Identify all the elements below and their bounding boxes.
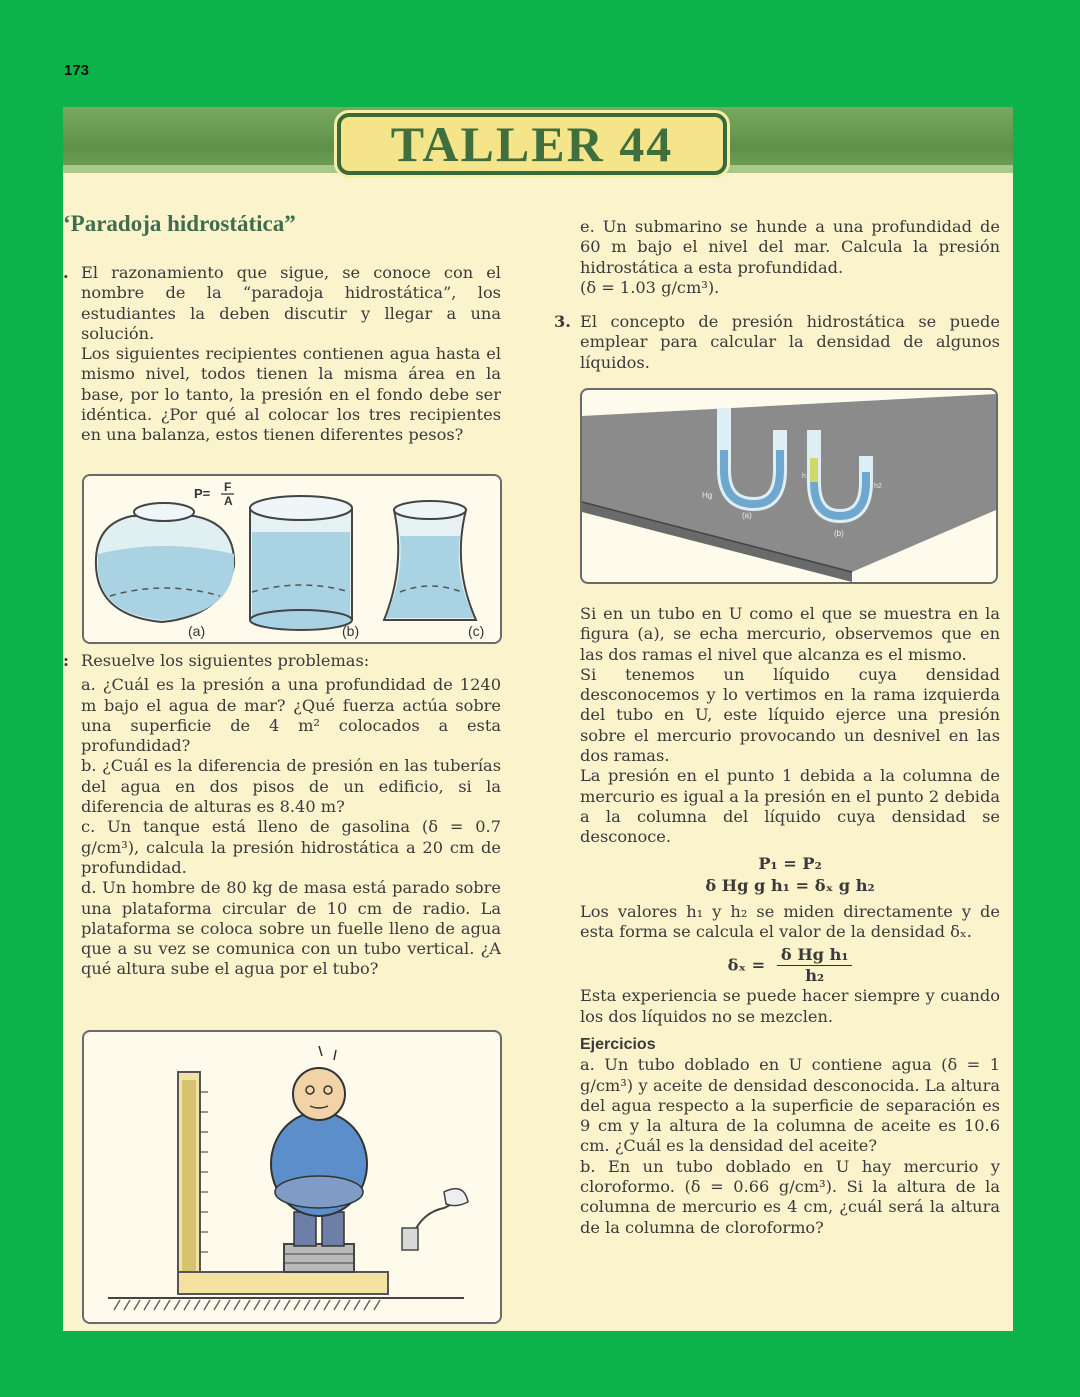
equation-3: [580, 945, 1000, 987]
item-1-marker: .: [63, 263, 69, 282]
problem-d: d. Un hombre de 80 kg de masa está parado sobre una plataforma circular de 10 cm de radio. La plataforma se coloca sobre un fuelle lleno de agua que a su vez se comunica con un tubo vertical. ¿A qué altura sube el agua por el tubo?: [81, 878, 501, 979]
item-2-intro: Resuelve los siguientes problemas:: [81, 651, 370, 670]
paragraph-2: Si tenemos un líquido cuya densidad desconocemos y lo vertimos en la rama izquierda del tubo en U, este líquido ejerce una presión sobre el mercurio provocando un desnivel en las dos ramas.: [580, 664, 1000, 766]
equation-3-denominator: h₂: [805, 966, 825, 986]
table-top: [582, 394, 996, 572]
label-b: (b): [834, 529, 844, 538]
label-hg: Hg: [702, 491, 713, 500]
base-tube: [178, 1272, 388, 1294]
explanation-block: [580, 604, 1000, 1238]
item-1: [63, 263, 501, 446]
label-c: (c): [468, 623, 485, 639]
exercises-title: Ejercicios: [580, 1035, 656, 1053]
label-b: (b): [342, 623, 360, 639]
problem-b: b. ¿Cuál es la diferencia de presión en las tuberías del agua en dos pisos de un edificio, si la diferencia de alturas es 8.40 m?: [81, 756, 501, 817]
paragraph-5: Esta experiencia se puede hacer siempre y cuando los dos líquidos no se mezclen.: [580, 986, 1000, 1026]
item-3: [554, 312, 1000, 373]
item-3-marker: 3.: [554, 312, 571, 331]
section-title: ‘Paradoja hidrostática”: [63, 211, 296, 236]
label-a: (a): [742, 511, 752, 520]
paragraph-3: La presión en el punto 1 debida a la columna de mercurio es igual a la presión en el punto 2 debida a la columna del líquido cuya densidad se desconoce.: [580, 766, 1000, 847]
item-1-text: El razonamiento que sigue, se conoce con el nombre de la “paradoja hidrostática”, los estudiantes la deben discutir y llegar a una solución.: [81, 263, 501, 343]
item-2: [63, 651, 501, 980]
page-number: 173: [64, 62, 90, 79]
man-figure: [271, 1046, 367, 1246]
hydraulic-man-figure: [82, 1030, 502, 1324]
problem-e-block: [580, 217, 1000, 298]
problem-e: e. Un submarino se hunde a una profundidad de 60 m bajo el nivel del mar. Calcula la presión hidrostática a esta profundidad.: [580, 217, 1000, 277]
item-2-marker: :: [63, 651, 69, 670]
containers-illustration: [84, 476, 500, 642]
vessel-a-mouth: [134, 503, 194, 521]
equation-2: δ Hg g h₁ = δₓ g h₂: [705, 875, 875, 895]
textbook-page: [63, 107, 1013, 1331]
problem-c: c. Un tanque está lleno de gasolina (δ = 0.7 g/cm³), calcula la presión hidrostática a 20 cm de profundidad.: [81, 817, 501, 877]
paragraph-4: Los valores h₁ y h₂ se miden directamente y de esta forma se calcula el valor de la densidad δₓ.: [580, 902, 1000, 942]
formula-denominator: A: [224, 494, 233, 508]
problem-a: a. ¿Cuál es la presión a una profundidad de 1240 m bajo el agua de mar? ¿Qué fuerza actúa sobre una superficie de 4 m² colocados a esta profundidad?: [81, 675, 501, 756]
containers-figure: [82, 474, 502, 644]
equation-3-fraction: [777, 945, 853, 987]
exercise-b: b. En un tubo doblado en U hay mercurio y cloroformo. (δ = 0.66 g/cm³). Si la altura de la columna de mercurio es 4 cm, ¿cuál será la altura de la columna de cloroformo?: [580, 1156, 1000, 1237]
formula-p: P=: [194, 486, 211, 501]
label-h2: h2: [874, 483, 882, 490]
u-tube-figure: [580, 388, 998, 584]
label-h1: h1: [802, 473, 810, 480]
bellows: [284, 1244, 354, 1272]
banner-title: TALLER 44: [337, 113, 727, 175]
equation-1: P₁ = P₂: [758, 853, 822, 873]
valve: [402, 1189, 468, 1250]
water-b: [252, 532, 350, 618]
item-1-question: Los siguientes recipientes contienen agua hasta el mismo nivel, todos tienen la misma área en la base, por lo tanto, la presión en el fondo debe ser idéntica. ¿Por qué al colocar los tres recipientes en una balanza, estos tienen diferentes pesos?: [81, 344, 501, 445]
equation-3-lhs: δₓ =: [727, 955, 766, 975]
exercise-a: a. Un tubo doblado en U contiene agua (δ = 1 g/cm³) y aceite de densidad desconocida. La altura del agua respecto a la superficie de separación es 9 cm y la altura de la columna de aceite es 10.6 cm. ¿Cuál es la densidad del aceite?: [580, 1055, 1000, 1156]
hydraulic-man-illustration: [84, 1032, 500, 1322]
u-tube-illustration: [582, 390, 996, 582]
paragraph-1: Si en un tubo en U como el que se muestra en la figura (a), se echa mercurio, observemos que en las dos ramas el nivel que alcanza es el mismo.: [580, 604, 1000, 664]
equation-3-numerator: δ Hg h₁: [777, 945, 853, 966]
label-a: (a): [188, 623, 206, 639]
problem-e-density: (δ = 1.03 g/cm³).: [580, 277, 720, 297]
item-3-text: El concepto de presión hidrostática se puede emplear para calcular la densidad de algunos líquidos.: [580, 312, 1000, 372]
formula-numerator: F: [224, 480, 232, 494]
